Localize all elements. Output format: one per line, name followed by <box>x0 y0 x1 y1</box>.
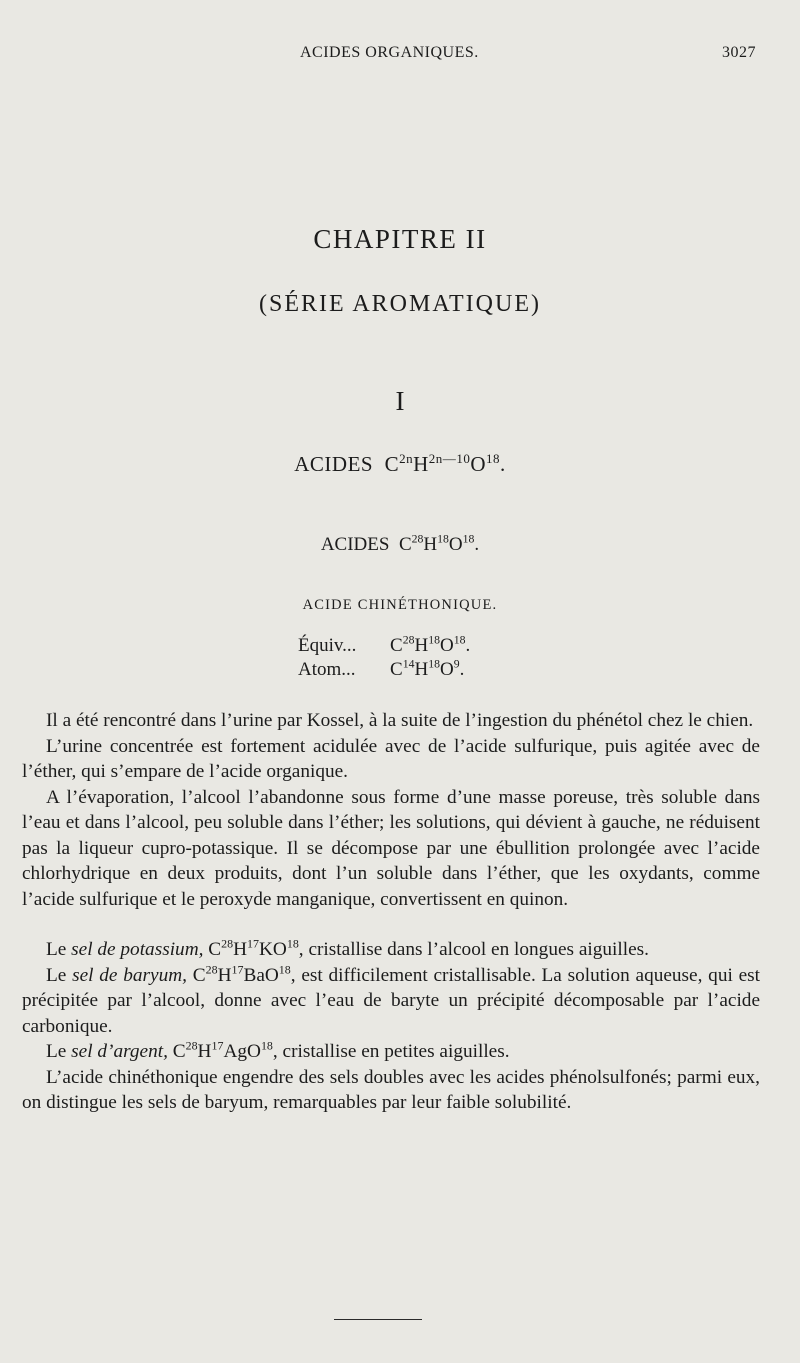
acid-formula-table <box>298 635 470 683</box>
formula-label: ACIDES <box>294 452 374 476</box>
formula-end: . <box>465 635 471 656</box>
formula-exponent: 17 <box>247 936 259 951</box>
formula-end: . <box>459 659 465 680</box>
text-run: C <box>167 1041 186 1062</box>
paragraph-properties: A l’évaporation, l’alcool l’abandonne sous forme d’une masse poreuse, très soluble dans l’eau et dans l’alcool, peu soluble dans l’éther; les solutions, qui dévient à gauche, ne réduisent pas la liqueur cupro-potassique. Il se décompose par une ébullition prolongée avec l’acide chlorhydrique en deux produits, dont l’un soluble dans l’éther, que les oxydants, comme l’acide sulfurique et le peroxyde manganique, convertissent en quinon. <box>22 786 760 910</box>
text-run: , cristallise dans l’alcool en longues aiguilles. <box>298 939 649 960</box>
paragraph-origin: Il a été rencontré dans l’urine par Kossel, à la suite de l’ingestion du phénétol chez le chien. <box>46 710 754 731</box>
running-head <box>0 44 800 68</box>
formula-h: H <box>413 452 429 476</box>
text-run: C <box>186 964 206 986</box>
formula-c: C <box>390 659 403 680</box>
formula-o-exponent: 9 <box>453 657 460 671</box>
page-number: 3027 <box>722 44 756 61</box>
paragraph-potassium-salt <box>22 937 760 963</box>
atom-label: Atom... <box>298 659 356 680</box>
formula-c-exponent: 28 <box>411 532 424 546</box>
paragraph-barium-salt <box>22 963 760 1040</box>
formula-h: H <box>414 635 429 656</box>
salt-name: sel de baryum, <box>72 964 187 986</box>
formula-h-exponent: 18 <box>428 633 440 647</box>
text-run: AgO <box>223 1041 261 1062</box>
text-run: , cristallise en petites aiguilles. <box>272 1041 510 1062</box>
formula-c-exponent: 28 <box>402 633 415 647</box>
text-run: Le <box>46 964 73 986</box>
text-run: H <box>197 1041 212 1062</box>
formula-end: . <box>500 452 506 476</box>
text-run: BaO <box>243 964 279 986</box>
end-rule <box>334 1319 422 1320</box>
formula-h-exponent: 18 <box>437 532 449 546</box>
formula-label: ACIDES <box>320 534 390 555</box>
atom-formula <box>390 659 470 683</box>
formula-o-exponent: 18 <box>486 450 501 466</box>
text-run: KO <box>258 939 287 960</box>
text-run: H <box>217 964 232 986</box>
general-formula-heading <box>0 452 800 477</box>
formula-end: . <box>474 534 480 555</box>
chapter-title: CHAPITRE II <box>313 224 487 254</box>
formula-c: C <box>398 534 412 555</box>
formula-exponent: 18 <box>260 1038 273 1053</box>
formula-o: O <box>439 659 454 680</box>
formula-c-exponent: 14 <box>402 657 415 671</box>
text-run: , est difficilement cristallisable. La solution aqueuse, qui est précipitée par l’alcool, donne avec l’eau de baryte un précipité décomposable par l’acide carbonique. <box>22 964 761 1037</box>
text-run: C <box>203 939 222 960</box>
formula-exponent: 17 <box>231 962 244 977</box>
acid-name: ACIDE CHINÉTHONIQUE. <box>302 597 498 613</box>
formula-c-exponent: 2n <box>399 450 414 466</box>
text-run: Le <box>46 1041 72 1062</box>
formula-h-exponent: 2n—10 <box>428 450 471 466</box>
salt-name: sel d’argent, <box>71 1041 168 1062</box>
formula-exponent: 28 <box>205 962 218 977</box>
running-title: ACIDES ORGANIQUES. <box>300 44 479 61</box>
paragraph-preparation: L’urine concentrée est fortement acidulée avec de l’acide sulfurique, puis agitée avec de l’éther, qui s’empare de l’acide organique. <box>22 735 760 782</box>
salt-name: sel de potassium, <box>71 939 204 960</box>
formula-exponent: 28 <box>185 1038 198 1053</box>
section-number: I <box>395 386 405 416</box>
formula-o: O <box>470 452 486 476</box>
formula-exponent: 18 <box>278 962 291 977</box>
formula-h: H <box>423 534 438 555</box>
formula-exponent: 18 <box>286 936 299 951</box>
equiv-row <box>298 635 470 659</box>
formula-o-exponent: 18 <box>462 532 475 546</box>
formula-h-exponent: 18 <box>428 657 440 671</box>
atom-row <box>298 659 470 683</box>
formula-h: H <box>414 659 429 680</box>
text-run: Le <box>46 939 72 960</box>
formula-exponent: 28 <box>221 936 234 951</box>
formula-c: C <box>390 635 403 656</box>
paragraph-silver-salt <box>22 1039 760 1065</box>
paragraph-double-salts: L’acide chinéthonique engendre des sels doubles avec les acides phénolsulfonés; parmi eux, on distingue les sels de baryum, remarquables par leur faible solubilité. <box>22 1066 760 1113</box>
equiv-label: Équiv... <box>298 635 357 656</box>
formula-o: O <box>448 534 463 555</box>
formula-o-exponent: 18 <box>453 633 466 647</box>
chapter-subtitle: (SÉRIE AROMATIQUE) <box>259 291 541 317</box>
equiv-formula <box>390 635 470 659</box>
formula-exponent: 17 <box>211 1038 224 1053</box>
specific-formula-heading <box>0 534 800 556</box>
text-run: H <box>233 939 248 960</box>
body-text <box>22 708 760 1116</box>
formula-o: O <box>439 635 454 656</box>
formula-c: C <box>384 452 400 476</box>
